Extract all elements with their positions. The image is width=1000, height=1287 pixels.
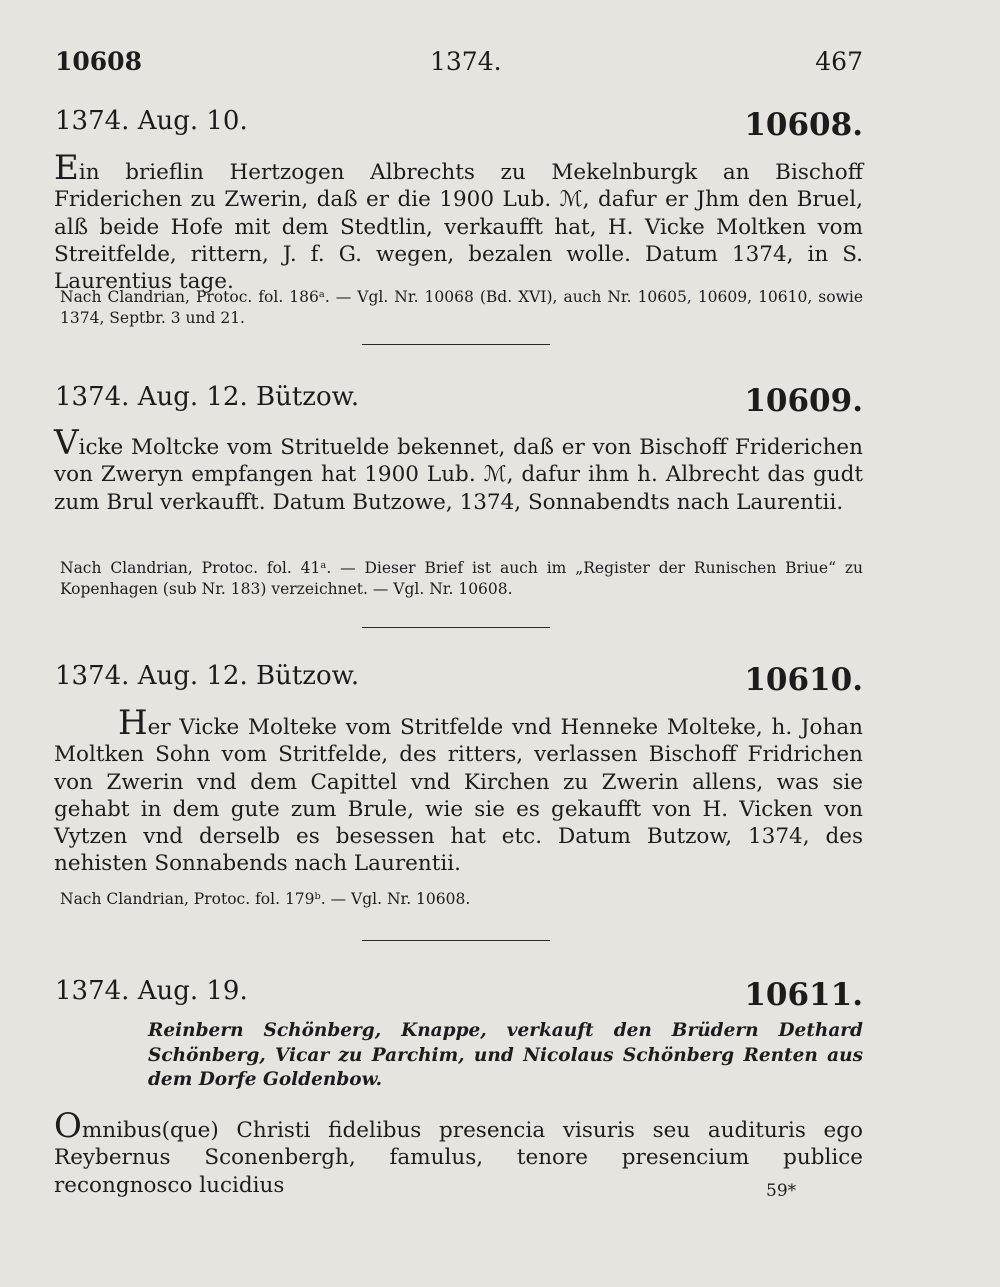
document-number-10609: 10609. — [744, 383, 863, 419]
header-year: 1374. — [430, 47, 502, 76]
initial-letter: O — [54, 1106, 82, 1146]
source-note-10609: Nach Clandrian, Protoc. fol. 41ᵃ. — Dieser Brief ist auch im „Register der Runischen Briue“ zu Kopenhagen (sub Nr. 183) verzeichnet. — Vgl. Nr. 10608. — [60, 559, 863, 598]
document-number-10610: 10610. — [744, 662, 863, 698]
dateline-10609: 1374. Aug. 12. Bützow. — [55, 382, 360, 412]
separator-rule — [362, 344, 550, 345]
document-number-10611: 10611. — [744, 977, 863, 1013]
document-number-10608: 10608. — [744, 107, 863, 143]
initial-letter: V — [54, 423, 79, 463]
document-text-10611 — [54, 1106, 863, 1199]
document-body: er Vicke Molteke vom Stritfelde vnd Henneke Molteke, h. Johan Moltken Sohn vom Stritfelde, des ritters, verlassen Bischoff Fridrichen von Zwerin vnd dem Capittel vnd Kirchen zu Zwerin allens, was sie gehabt in dem gute zum Brule, wie sie es gekaufft von H. Vicken von Vytzen vnd derselb es besessen hat etc. Datum Butzow, 1374, des nehisten Sonnabends nach Laurentii. — [54, 715, 863, 877]
document-text-10610 — [54, 703, 863, 878]
initial-letter: H — [118, 703, 148, 743]
header-page-number: 467 — [815, 47, 863, 76]
dateline-10610: 1374. Aug. 12. Bützow. — [55, 661, 360, 691]
dateline-10608: 1374. Aug. 10. — [55, 106, 248, 136]
signature-mark: 59* — [766, 1181, 797, 1201]
regest-summary-10611: Reinbern Schönberg, Knappe, verkauft den Brüdern Dethard Schönberg, Vicar zu Parchim, und Nicolaus Schönberg Renten aus dem Dorfe Goldenbow. — [148, 1020, 863, 1090]
document-text-10608 — [54, 148, 863, 295]
dateline-10611: 1374. Aug. 19. — [55, 976, 248, 1006]
separator-rule — [362, 627, 550, 628]
document-body: icke Moltcke vom Strituelde bekennet, daß er von Bischoff Friderichen von Zweryn empfangen hat 1900 Lub. ℳ, dafur ihm h. Albrecht das gudt zum Brul verkaufft. Datum Butzowe, 1374, Sonnabendts nach Laurentii. — [54, 435, 863, 515]
document-text-10609 — [54, 423, 863, 516]
document-body: in brieflin Hertzogen Albrechts zu Mekelnburgk an Bischoff Friderichen zu Zwerin, daß er die 1900 Lub. ℳ, dafur er Jhm den Bruel, alß beide Hofe mit dem Stedtlin, verkaufft hat, H. Vicke Moltken vom Streitfelde, rittern, J. f. G. wegen, bezalen wolle. Datum 1374, in S. Laurentius tage. — [54, 160, 863, 295]
source-note-10610: Nach Clandrian, Protoc. fol. 179ᵇ. — Vgl. Nr. 10608. — [60, 890, 471, 908]
document-body: mnibus(que) Christi fidelibus presencia visuris seu audituris ego Reybernus Sconenbergh, famulus, tenore presencium publice recongnosco lucidius — [54, 1118, 863, 1198]
initial-letter: E — [54, 148, 79, 188]
separator-rule — [362, 940, 550, 941]
header-document-number: 10608 — [55, 47, 142, 76]
source-note-10608: Nach Clandrian, Protoc. fol. 186ᵃ. — Vgl. Nr. 10068 (Bd. XVI), auch Nr. 10605, 10609, 10610, sowie 1374, Septbr. 3 und 21. — [60, 288, 863, 327]
